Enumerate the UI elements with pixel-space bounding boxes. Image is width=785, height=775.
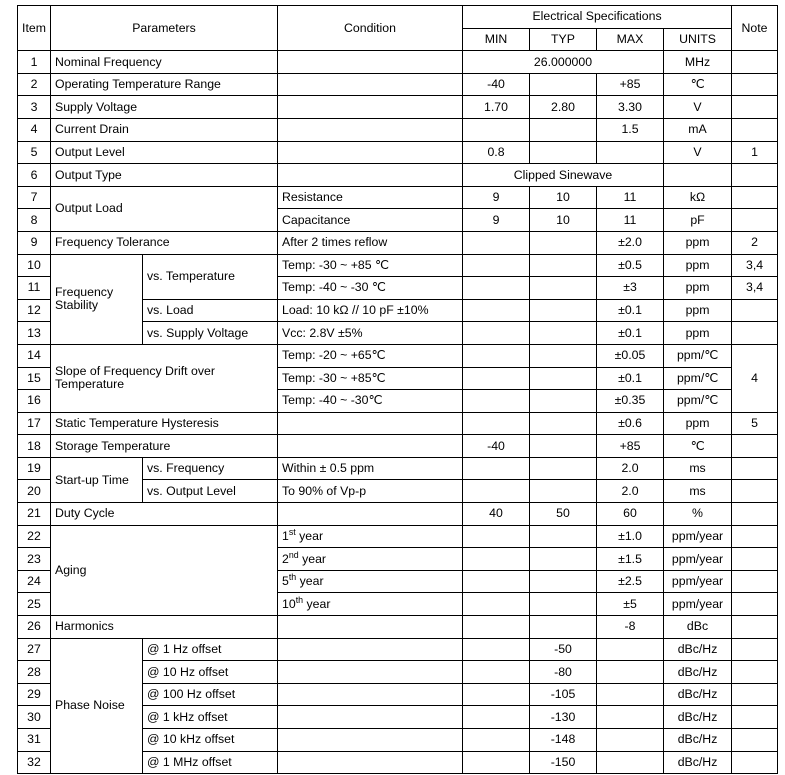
cell-max: ±2.0 bbox=[597, 231, 664, 254]
cell-units: dBc/Hz bbox=[664, 706, 732, 729]
cell-item: 9 bbox=[18, 231, 51, 254]
cell-units: ppm/year bbox=[664, 593, 732, 616]
cell-condition bbox=[278, 683, 463, 706]
cell-parameter: Operating Temperature Range bbox=[51, 73, 278, 96]
cell-condition bbox=[278, 51, 463, 74]
cell-note: 1 bbox=[732, 141, 778, 164]
cell-condition: Resistance bbox=[278, 186, 463, 209]
cell-item: 10 bbox=[18, 254, 51, 277]
cell-item: 30 bbox=[18, 706, 51, 729]
cell-units: ppm/year bbox=[664, 548, 732, 571]
cell-typ bbox=[530, 616, 597, 639]
cell-typ bbox=[530, 231, 597, 254]
table-row bbox=[18, 525, 778, 548]
cell-units: % bbox=[664, 503, 732, 526]
cell-min bbox=[463, 412, 530, 435]
column-header-max: MAX bbox=[597, 28, 664, 51]
cell-parameter: Static Temperature Hysteresis bbox=[51, 412, 278, 435]
cell-item: 8 bbox=[18, 209, 51, 232]
cell-typ bbox=[530, 367, 597, 390]
cell-item: 13 bbox=[18, 322, 51, 345]
cell-condition bbox=[278, 616, 463, 639]
cell-units: ppm/year bbox=[664, 525, 732, 548]
cell-max: ±3 bbox=[597, 277, 664, 300]
cell-units: dBc/Hz bbox=[664, 638, 732, 661]
cell-item: 18 bbox=[18, 435, 51, 458]
ordinal-suffix: th bbox=[295, 594, 304, 605]
cell-item: 21 bbox=[18, 503, 51, 526]
cell-sub-parameter: vs. Supply Voltage bbox=[143, 322, 278, 345]
column-header-parameters: Parameters bbox=[51, 6, 278, 51]
cell-item: 14 bbox=[18, 344, 51, 367]
cell-typ bbox=[530, 141, 597, 164]
cell-min bbox=[463, 729, 530, 752]
cell-item: 28 bbox=[18, 661, 51, 684]
cell-parameter: Output Level bbox=[51, 141, 278, 164]
cell-units: V bbox=[664, 141, 732, 164]
cell-sub-parameter: vs. Output Level bbox=[143, 480, 278, 503]
cell-min bbox=[463, 277, 530, 300]
cell-note bbox=[732, 118, 778, 141]
cell-item: 22 bbox=[18, 525, 51, 548]
cell-typ bbox=[530, 344, 597, 367]
cell-sub-parameter: @ 1 kHz offset bbox=[143, 706, 278, 729]
cell-sub-parameter: @ 1 MHz offset bbox=[143, 751, 278, 774]
cell-min bbox=[463, 751, 530, 774]
cell-note bbox=[732, 299, 778, 322]
cell-condition: Load: 10 kΩ // 10 pF ±10% bbox=[278, 299, 463, 322]
cell-note bbox=[732, 683, 778, 706]
cell-min: -40 bbox=[463, 435, 530, 458]
cell-parameter: Storage Temperature bbox=[51, 435, 278, 458]
cell-note bbox=[732, 209, 778, 232]
cell-parameter: Duty Cycle bbox=[51, 503, 278, 526]
cell-condition bbox=[278, 751, 463, 774]
cell-item: 31 bbox=[18, 729, 51, 752]
cell-typ: -50 bbox=[530, 638, 597, 661]
cell-note bbox=[732, 73, 778, 96]
cell-max bbox=[597, 141, 664, 164]
cell-typ: 10 bbox=[530, 209, 597, 232]
cell-typ bbox=[530, 548, 597, 571]
cell-output-type-value: Clipped Sinewave bbox=[463, 164, 664, 187]
cell-note bbox=[732, 706, 778, 729]
cell-typ bbox=[530, 570, 597, 593]
cell-note bbox=[732, 525, 778, 548]
cell-note bbox=[732, 751, 778, 774]
cell-typ: 2.80 bbox=[530, 96, 597, 119]
cell-units: ms bbox=[664, 457, 732, 480]
cell-units: ppm bbox=[664, 322, 732, 345]
cell-units: V bbox=[664, 96, 732, 119]
table-row bbox=[18, 164, 778, 187]
cell-typ: -148 bbox=[530, 729, 597, 752]
cell-typ bbox=[530, 525, 597, 548]
table-row bbox=[18, 503, 778, 526]
cell-max: ±0.5 bbox=[597, 254, 664, 277]
cell-min bbox=[463, 390, 530, 413]
cell-condition bbox=[278, 412, 463, 435]
table-row bbox=[18, 344, 778, 367]
cell-typ bbox=[530, 73, 597, 96]
cell-units: dBc/Hz bbox=[664, 661, 732, 684]
cell-max: +85 bbox=[597, 435, 664, 458]
cell-typ bbox=[530, 277, 597, 300]
cell-condition: Within ± 0.5 ppm bbox=[278, 457, 463, 480]
cell-note bbox=[732, 616, 778, 639]
cell-condition: After 2 times reflow bbox=[278, 231, 463, 254]
cell-typ bbox=[530, 457, 597, 480]
cell-item: 15 bbox=[18, 367, 51, 390]
cell-condition: Temp: -30 ~ +85℃ bbox=[278, 367, 463, 390]
cell-min bbox=[463, 638, 530, 661]
cell-max: ±0.1 bbox=[597, 299, 664, 322]
cell-min: 0.8 bbox=[463, 141, 530, 164]
cell-max bbox=[597, 751, 664, 774]
cell-condition bbox=[278, 503, 463, 526]
cell-typ bbox=[530, 390, 597, 413]
cell-max: 3.30 bbox=[597, 96, 664, 119]
cell-item: 25 bbox=[18, 593, 51, 616]
cell-condition bbox=[278, 638, 463, 661]
cell-parameter-group: Output Load bbox=[51, 186, 278, 231]
cell-typ: -80 bbox=[530, 661, 597, 684]
cell-typ bbox=[530, 435, 597, 458]
cell-item: 27 bbox=[18, 638, 51, 661]
cell-condition: 2nd year bbox=[278, 548, 463, 571]
cell-typ: 10 bbox=[530, 186, 597, 209]
cell-nominal-frequency-value: 26.000000 bbox=[463, 51, 664, 74]
cell-item: 23 bbox=[18, 548, 51, 571]
cell-units: dBc/Hz bbox=[664, 729, 732, 752]
cell-units: dBc/Hz bbox=[664, 683, 732, 706]
cell-item: 11 bbox=[18, 277, 51, 300]
cell-max: 2.0 bbox=[597, 480, 664, 503]
cell-parameter-group: Phase Noise bbox=[51, 638, 143, 774]
cell-condition bbox=[278, 435, 463, 458]
cell-sub-parameter: @ 100 Hz offset bbox=[143, 683, 278, 706]
cell-item: 12 bbox=[18, 299, 51, 322]
cell-item: 32 bbox=[18, 751, 51, 774]
cell-typ: -130 bbox=[530, 706, 597, 729]
column-header-item: Item bbox=[18, 6, 51, 51]
table-row bbox=[18, 51, 778, 74]
cell-min bbox=[463, 706, 530, 729]
cell-condition: Temp: -40 ~ -30 ℃ bbox=[278, 277, 463, 300]
table-row bbox=[18, 141, 778, 164]
cell-sub-parameter: @ 1 Hz offset bbox=[143, 638, 278, 661]
cell-min bbox=[463, 683, 530, 706]
cell-condition: Temp: -40 ~ -30℃ bbox=[278, 390, 463, 413]
cell-units: dBc bbox=[664, 616, 732, 639]
cell-min bbox=[463, 322, 530, 345]
cell-min bbox=[463, 457, 530, 480]
column-header-typ: TYP bbox=[530, 28, 597, 51]
cell-item: 26 bbox=[18, 616, 51, 639]
cell-min bbox=[463, 570, 530, 593]
cell-note bbox=[732, 661, 778, 684]
cell-parameter: Nominal Frequency bbox=[51, 51, 278, 74]
cell-note bbox=[732, 96, 778, 119]
cell-note: 4 bbox=[732, 344, 778, 412]
cell-units: MHz bbox=[664, 51, 732, 74]
cell-max: 2.0 bbox=[597, 457, 664, 480]
cell-units: ℃ bbox=[664, 73, 732, 96]
cell-item: 29 bbox=[18, 683, 51, 706]
cell-typ bbox=[530, 299, 597, 322]
cell-max bbox=[597, 661, 664, 684]
cell-min: 9 bbox=[463, 209, 530, 232]
cell-units: ppm bbox=[664, 231, 732, 254]
cell-units: dBc/Hz bbox=[664, 751, 732, 774]
cell-parameter-group: Start-up Time bbox=[51, 457, 143, 502]
cell-note: 3,4 bbox=[732, 277, 778, 300]
cell-typ bbox=[530, 118, 597, 141]
cell-sub-parameter: @ 10 kHz offset bbox=[143, 729, 278, 752]
cell-max bbox=[597, 638, 664, 661]
cell-condition bbox=[278, 164, 463, 187]
cell-note bbox=[732, 457, 778, 480]
cell-max bbox=[597, 729, 664, 752]
cell-note bbox=[732, 638, 778, 661]
cell-condition bbox=[278, 661, 463, 684]
cell-units: mA bbox=[664, 118, 732, 141]
table-row bbox=[18, 638, 778, 661]
cell-min bbox=[463, 254, 530, 277]
ordinal-suffix: nd bbox=[288, 549, 299, 560]
table-row bbox=[18, 616, 778, 639]
cell-max bbox=[597, 706, 664, 729]
cell-max: 11 bbox=[597, 209, 664, 232]
cell-min bbox=[463, 525, 530, 548]
cell-parameter: Supply Voltage bbox=[51, 96, 278, 119]
cell-max: ±1.0 bbox=[597, 525, 664, 548]
table-row bbox=[18, 186, 778, 209]
table-row bbox=[18, 118, 778, 141]
cell-parameter: Frequency Tolerance bbox=[51, 231, 278, 254]
cell-condition: 10th year bbox=[278, 593, 463, 616]
column-header-units: UNITS bbox=[664, 28, 732, 51]
table-row bbox=[18, 254, 778, 277]
table-row bbox=[18, 435, 778, 458]
cell-max: 60 bbox=[597, 503, 664, 526]
cell-note bbox=[732, 186, 778, 209]
cell-units: ms bbox=[664, 480, 732, 503]
cell-item: 3 bbox=[18, 96, 51, 119]
column-header-electrical-specifications: Electrical Specifications bbox=[463, 6, 732, 29]
cell-sub-parameter: vs. Load bbox=[143, 299, 278, 322]
cell-parameter-group: Frequency Stability bbox=[51, 254, 143, 344]
cell-max: ±1.5 bbox=[597, 548, 664, 571]
cell-units: ℃ bbox=[664, 435, 732, 458]
cell-min: 40 bbox=[463, 503, 530, 526]
table-body bbox=[18, 51, 778, 774]
cell-item: 2 bbox=[18, 73, 51, 96]
ordinal-suffix: th bbox=[288, 572, 297, 583]
cell-typ: -150 bbox=[530, 751, 597, 774]
table-row bbox=[18, 96, 778, 119]
cell-min: 1.70 bbox=[463, 96, 530, 119]
cell-min: 9 bbox=[463, 186, 530, 209]
column-header-min: MIN bbox=[463, 28, 530, 51]
cell-min bbox=[463, 661, 530, 684]
cell-parameter: Output Type bbox=[51, 164, 278, 187]
header-row-1 bbox=[18, 6, 778, 29]
cell-max: ±0.1 bbox=[597, 322, 664, 345]
cell-units: ppm bbox=[664, 412, 732, 435]
cell-max bbox=[597, 683, 664, 706]
cell-note: 3,4 bbox=[732, 254, 778, 277]
cell-max: ±0.1 bbox=[597, 367, 664, 390]
cell-typ bbox=[530, 322, 597, 345]
cell-condition: Vcc: 2.8V ±5% bbox=[278, 322, 463, 345]
cell-item: 6 bbox=[18, 164, 51, 187]
cell-note bbox=[732, 570, 778, 593]
cell-typ: 50 bbox=[530, 503, 597, 526]
cell-min bbox=[463, 616, 530, 639]
cell-note bbox=[732, 729, 778, 752]
cell-min bbox=[463, 344, 530, 367]
cell-condition bbox=[278, 73, 463, 96]
ordinal-suffix: st bbox=[288, 526, 296, 537]
cell-item: 20 bbox=[18, 480, 51, 503]
cell-item: 16 bbox=[18, 390, 51, 413]
cell-max: +85 bbox=[597, 73, 664, 96]
cell-max: 1.5 bbox=[597, 118, 664, 141]
cell-min bbox=[463, 299, 530, 322]
cell-parameter-group: Slope of Frequency Drift over Temperature bbox=[51, 344, 278, 412]
cell-min bbox=[463, 367, 530, 390]
cell-note bbox=[732, 322, 778, 345]
cell-typ bbox=[530, 254, 597, 277]
table-header bbox=[18, 6, 778, 51]
column-header-note: Note bbox=[732, 6, 778, 51]
cell-min bbox=[463, 548, 530, 571]
cell-item: 24 bbox=[18, 570, 51, 593]
cell-max: -8 bbox=[597, 616, 664, 639]
cell-min bbox=[463, 118, 530, 141]
cell-condition bbox=[278, 706, 463, 729]
cell-condition bbox=[278, 729, 463, 752]
cell-condition: Temp: -30 ~ +85 ℃ bbox=[278, 254, 463, 277]
cell-units: ppm/year bbox=[664, 570, 732, 593]
cell-condition: To 90% of Vp-p bbox=[278, 480, 463, 503]
cell-units: ppm bbox=[664, 299, 732, 322]
cell-condition bbox=[278, 118, 463, 141]
cell-max: ±5 bbox=[597, 593, 664, 616]
cell-condition bbox=[278, 141, 463, 164]
cell-condition: Temp: -20 ~ +65℃ bbox=[278, 344, 463, 367]
cell-units: ppm bbox=[664, 254, 732, 277]
cell-sub-parameter: @ 10 Hz offset bbox=[143, 661, 278, 684]
cell-condition: 1st year bbox=[278, 525, 463, 548]
cell-max: 11 bbox=[597, 186, 664, 209]
cell-item: 7 bbox=[18, 186, 51, 209]
cell-min bbox=[463, 480, 530, 503]
cell-item: 4 bbox=[18, 118, 51, 141]
cell-parameter: Harmonics bbox=[51, 616, 278, 639]
cell-min: -40 bbox=[463, 73, 530, 96]
cell-note: 2 bbox=[732, 231, 778, 254]
cell-units: ppm/℃ bbox=[664, 367, 732, 390]
cell-condition: Capacitance bbox=[278, 209, 463, 232]
cell-item: 5 bbox=[18, 141, 51, 164]
cell-min bbox=[463, 593, 530, 616]
cell-parameter-group: Aging bbox=[51, 525, 278, 615]
cell-parameter: Current Drain bbox=[51, 118, 278, 141]
table-row bbox=[18, 73, 778, 96]
cell-typ bbox=[530, 593, 597, 616]
electrical-specifications-table bbox=[17, 5, 778, 774]
cell-item: 19 bbox=[18, 457, 51, 480]
cell-max: ±0.6 bbox=[597, 412, 664, 435]
cell-units: ppm bbox=[664, 277, 732, 300]
table-row bbox=[18, 412, 778, 435]
cell-units: ppm/℃ bbox=[664, 344, 732, 367]
cell-note bbox=[732, 164, 778, 187]
cell-max: ±0.05 bbox=[597, 344, 664, 367]
column-header-condition: Condition bbox=[278, 6, 463, 51]
cell-note bbox=[732, 503, 778, 526]
cell-note bbox=[732, 435, 778, 458]
cell-condition: 5th year bbox=[278, 570, 463, 593]
cell-sub-parameter: vs. Temperature bbox=[143, 254, 278, 299]
cell-note bbox=[732, 51, 778, 74]
cell-item: 1 bbox=[18, 51, 51, 74]
cell-typ bbox=[530, 480, 597, 503]
cell-condition bbox=[278, 96, 463, 119]
table-row bbox=[18, 457, 778, 480]
cell-sub-parameter: vs. Frequency bbox=[143, 457, 278, 480]
cell-note: 5 bbox=[732, 412, 778, 435]
cell-typ bbox=[530, 412, 597, 435]
cell-max: ±2.5 bbox=[597, 570, 664, 593]
cell-units bbox=[664, 164, 732, 187]
cell-min bbox=[463, 231, 530, 254]
cell-typ: -105 bbox=[530, 683, 597, 706]
cell-units: pF bbox=[664, 209, 732, 232]
cell-note bbox=[732, 548, 778, 571]
cell-item: 17 bbox=[18, 412, 51, 435]
cell-units: kΩ bbox=[664, 186, 732, 209]
cell-note bbox=[732, 593, 778, 616]
cell-note bbox=[732, 480, 778, 503]
table-row bbox=[18, 231, 778, 254]
cell-max: ±0.35 bbox=[597, 390, 664, 413]
cell-units: ppm/℃ bbox=[664, 390, 732, 413]
